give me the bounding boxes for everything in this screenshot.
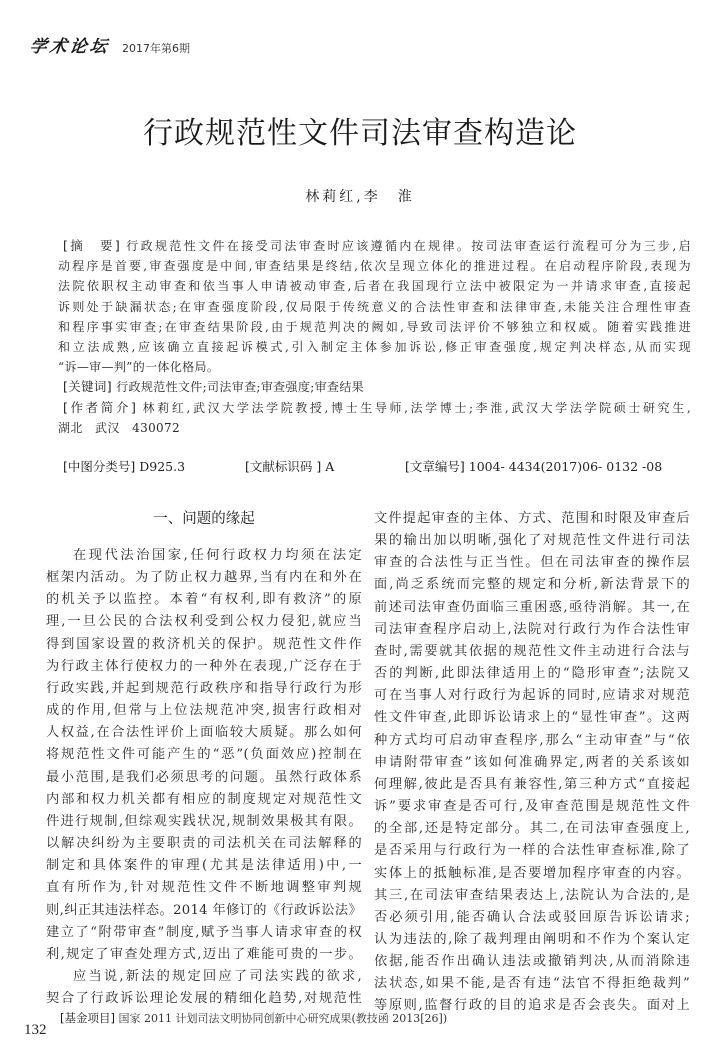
issue-label: 2017年第6期 bbox=[122, 42, 190, 55]
doc-code-label: [文献标识码 ] bbox=[245, 459, 322, 474]
body-line: 可在当事人对行政行为起诉的同时,应请求对规范 bbox=[374, 688, 690, 704]
abstract-line: 法院依职权主动审查和依当事人申请被动审查,后者在我国现行立法中被限定为一并请求审查,直接起 bbox=[58, 279, 691, 294]
abstract-text: 行政规范性文件在接受司法审查时应该遵循内在规律。按司法审查运行流程可分为三步,启 bbox=[126, 239, 691, 253]
body-column-left bbox=[46, 545, 362, 1010]
abstract-line bbox=[58, 236, 691, 256]
keywords-label: [关键词] bbox=[63, 379, 113, 395]
body-line: 实体上的抵触标准,是否要增加程序审查的内容。 bbox=[374, 865, 690, 881]
body-line: 在现代法治国家,任何行政权力均须在法定 bbox=[73, 548, 362, 563]
clc-value: D925.3 bbox=[139, 459, 186, 474]
body-line: 种方式均可启动审查程序,那么“主动审查”与“依 bbox=[374, 732, 690, 748]
clc-number bbox=[63, 457, 185, 475]
body-column-right bbox=[374, 508, 690, 1018]
body-line: 得到国家设置的救济机关的保护。规范性文件作 bbox=[46, 636, 362, 652]
body-line: 面,尚乏系统而完整的规定和分析,新法背景下的 bbox=[374, 577, 690, 593]
body-line: 性文件审查,此即诉讼请求上的“显性审查”。这两 bbox=[374, 710, 690, 726]
body-line: 最小范围,是我们必须思考的问题。虽然行政体系 bbox=[46, 769, 362, 785]
body-line: 建立了“附带审查”制度,赋予当事人请求审查的权 bbox=[46, 924, 362, 940]
body-line: 行政实践,并起到规范行政秩序和指导行政行为形 bbox=[46, 680, 362, 696]
article-title: 行政规范性文件司法审查构造论 bbox=[143, 116, 577, 151]
body-line: 何理解,彼此是否具有兼容性,第三种方式“直接起 bbox=[374, 776, 690, 792]
page-number: 132 bbox=[24, 1022, 47, 1038]
doc-code-value: A bbox=[325, 459, 335, 474]
clc-label: [中图分类号] bbox=[63, 459, 136, 474]
body-line: 应当说,新法的规定回应了司法实践的欲求, bbox=[73, 968, 362, 984]
body-line: 人权益,在合法性评价上面临较大质疑。那么如何 bbox=[46, 725, 362, 741]
body-line: 框架内活动。为了防止权力越界,当有内在和外在 bbox=[46, 570, 362, 586]
body-line: 否的判断,此即法律适用上的“隐形审查”;法院又 bbox=[374, 666, 690, 682]
body-line: 司法审查程序启动上,法院对行政行为作合法性审 bbox=[374, 621, 690, 637]
keywords-text: 行政规范性文件;司法审查;审查强度;审查结果 bbox=[116, 380, 365, 395]
body-line: 依据,能否作出确认违法或撤销判决,从而消除违 bbox=[374, 954, 690, 970]
article-number-label: [文章编号] bbox=[405, 459, 465, 474]
author-bio-label: [作者简介] bbox=[63, 399, 137, 415]
abstract-line: 诉则处于缺漏状态;在审查强度阶段,仅局限于传统意义的合法性审查和法律审查,未能关注合理性审查 bbox=[58, 299, 691, 314]
body-line: 理,一旦公民的合法权利受到公权力侵犯,就应当 bbox=[46, 614, 362, 630]
body-line: 否必须引用,能否确认合法或驳回原告诉讼请求; bbox=[374, 909, 690, 925]
body-line: 契合了行政诉讼理论发展的精细化趋势,对规范性 bbox=[46, 991, 362, 1007]
body-line: 内部和权力机关都有相应的制度规定对规范性文 bbox=[46, 791, 362, 807]
article-authors: 林莉红,李 淮 bbox=[305, 189, 415, 205]
abstract-line: “诉—审—判”的一体化格局。 bbox=[58, 360, 220, 375]
article-number bbox=[405, 457, 662, 475]
body-line: 法状态,如果不能,是否有违“法官不得拒绝裁判” bbox=[374, 976, 690, 992]
body-line: 以解决纠纷为主要职责的司法机关在司法解释的 bbox=[46, 836, 362, 852]
abstract-block bbox=[58, 236, 691, 438]
body-line: 制定和具体案件的审理(尤其是法律适用)中,一 bbox=[46, 858, 362, 874]
body-line: 其三,在司法审查结果表达上,法院认为合法的,是 bbox=[374, 887, 690, 903]
body-line: 前述司法审查仍面临三重困惑,亟待消解。其一,在 bbox=[374, 599, 690, 615]
body-line: 文件提起审查的主体、方式、范围和时限及审查后 bbox=[374, 511, 690, 526]
body-line: 审查的合法性与正当性。但在司法审查的操作层 bbox=[374, 555, 690, 571]
footnote bbox=[60, 1010, 447, 1026]
body-line: 是否采用与行政行为一样的合法性审查标准,除了 bbox=[374, 843, 690, 859]
abstract-line: 和程序事实审查;在审查结果阶段,由于规范判决的阙如,导致司法评价不够独立和权威。随着实践推进 bbox=[58, 319, 691, 334]
footnote-text: 国家 2011 计划司法文明协同创新中心研究成果(教技函 2013[26]) bbox=[118, 1012, 448, 1025]
body-line: 等原则,监督行政的目的追求是否会丧失。面对上 bbox=[374, 998, 690, 1014]
abstract-line: 动程序是首要,审查强度是中间,审查结果是终结,依次呈现立体化的推进过程。在启动程序阶段,表现为 bbox=[58, 259, 691, 274]
body-line: 诉”要求审查是否可行,及审查范围是规范性文件 bbox=[374, 799, 690, 815]
running-header bbox=[30, 32, 190, 57]
body-line: 成的作用,但常与上位法规范冲突,损害行政相对 bbox=[46, 703, 362, 719]
body-line: 查时,需要就其依据的规范性文件主动进行合法与 bbox=[374, 643, 690, 659]
body-line: 件进行规制,但综观实践状况,规制效果极其有限。 bbox=[46, 813, 362, 829]
journal-logo: 学术论坛 bbox=[28, 37, 112, 57]
body-line: 为行政主体行使权力的一种外在表现,广泛存在于 bbox=[46, 658, 362, 674]
article-number-value: 1004- 4434(2017)06- 0132 -08 bbox=[468, 459, 663, 474]
body-line: 直有所作为,针对规范性文件不断地调整审判规 bbox=[46, 880, 362, 896]
body-line: 申请附带审查”该如何准确界定,两者的关系该如 bbox=[374, 754, 690, 770]
abstract-label: [摘 要] bbox=[63, 238, 121, 253]
author-bio-text: 林莉红,武汉大学法学院教授,博士生导师,法学博士;李淮,武汉大学法学院硕士研究生, bbox=[142, 400, 691, 415]
body-line: 利,规定了审查处理方式,迈出了难能可贵的一步。 bbox=[46, 946, 362, 962]
keywords bbox=[58, 377, 691, 397]
body-line: 认为违法的,除了裁判理由阐明和不作为个案认定 bbox=[374, 931, 690, 947]
author-bio-line: 湖北 武汉 430072 bbox=[58, 420, 181, 435]
footnote-label: [基金项目] bbox=[60, 1011, 115, 1025]
abstract-line: 和立法成熟,应该确立直接起诉模式,引入制定主体参加诉讼,修正审查强度,规定判决样态,从而实现 bbox=[58, 340, 691, 355]
body-line: 的全部,还是特定部分。其二,在司法审查强度上, bbox=[374, 821, 690, 837]
body-line: 将规范性文件可能产生的“恶”(负面效应)控制在 bbox=[46, 747, 362, 763]
body-line: 的机关予以监控。本着“有权利,即有救济”的原 bbox=[46, 592, 362, 608]
body-line: 果的输出加以明晰,强化了对规范性文件进行司法 bbox=[374, 533, 690, 549]
document-code bbox=[245, 457, 334, 475]
body-line: 则,纠正其违法样态。2014 年修订的《行政诉讼法》 bbox=[46, 902, 362, 918]
section-heading: 一、问题的缘起 bbox=[153, 511, 255, 527]
author-bio bbox=[58, 398, 691, 418]
